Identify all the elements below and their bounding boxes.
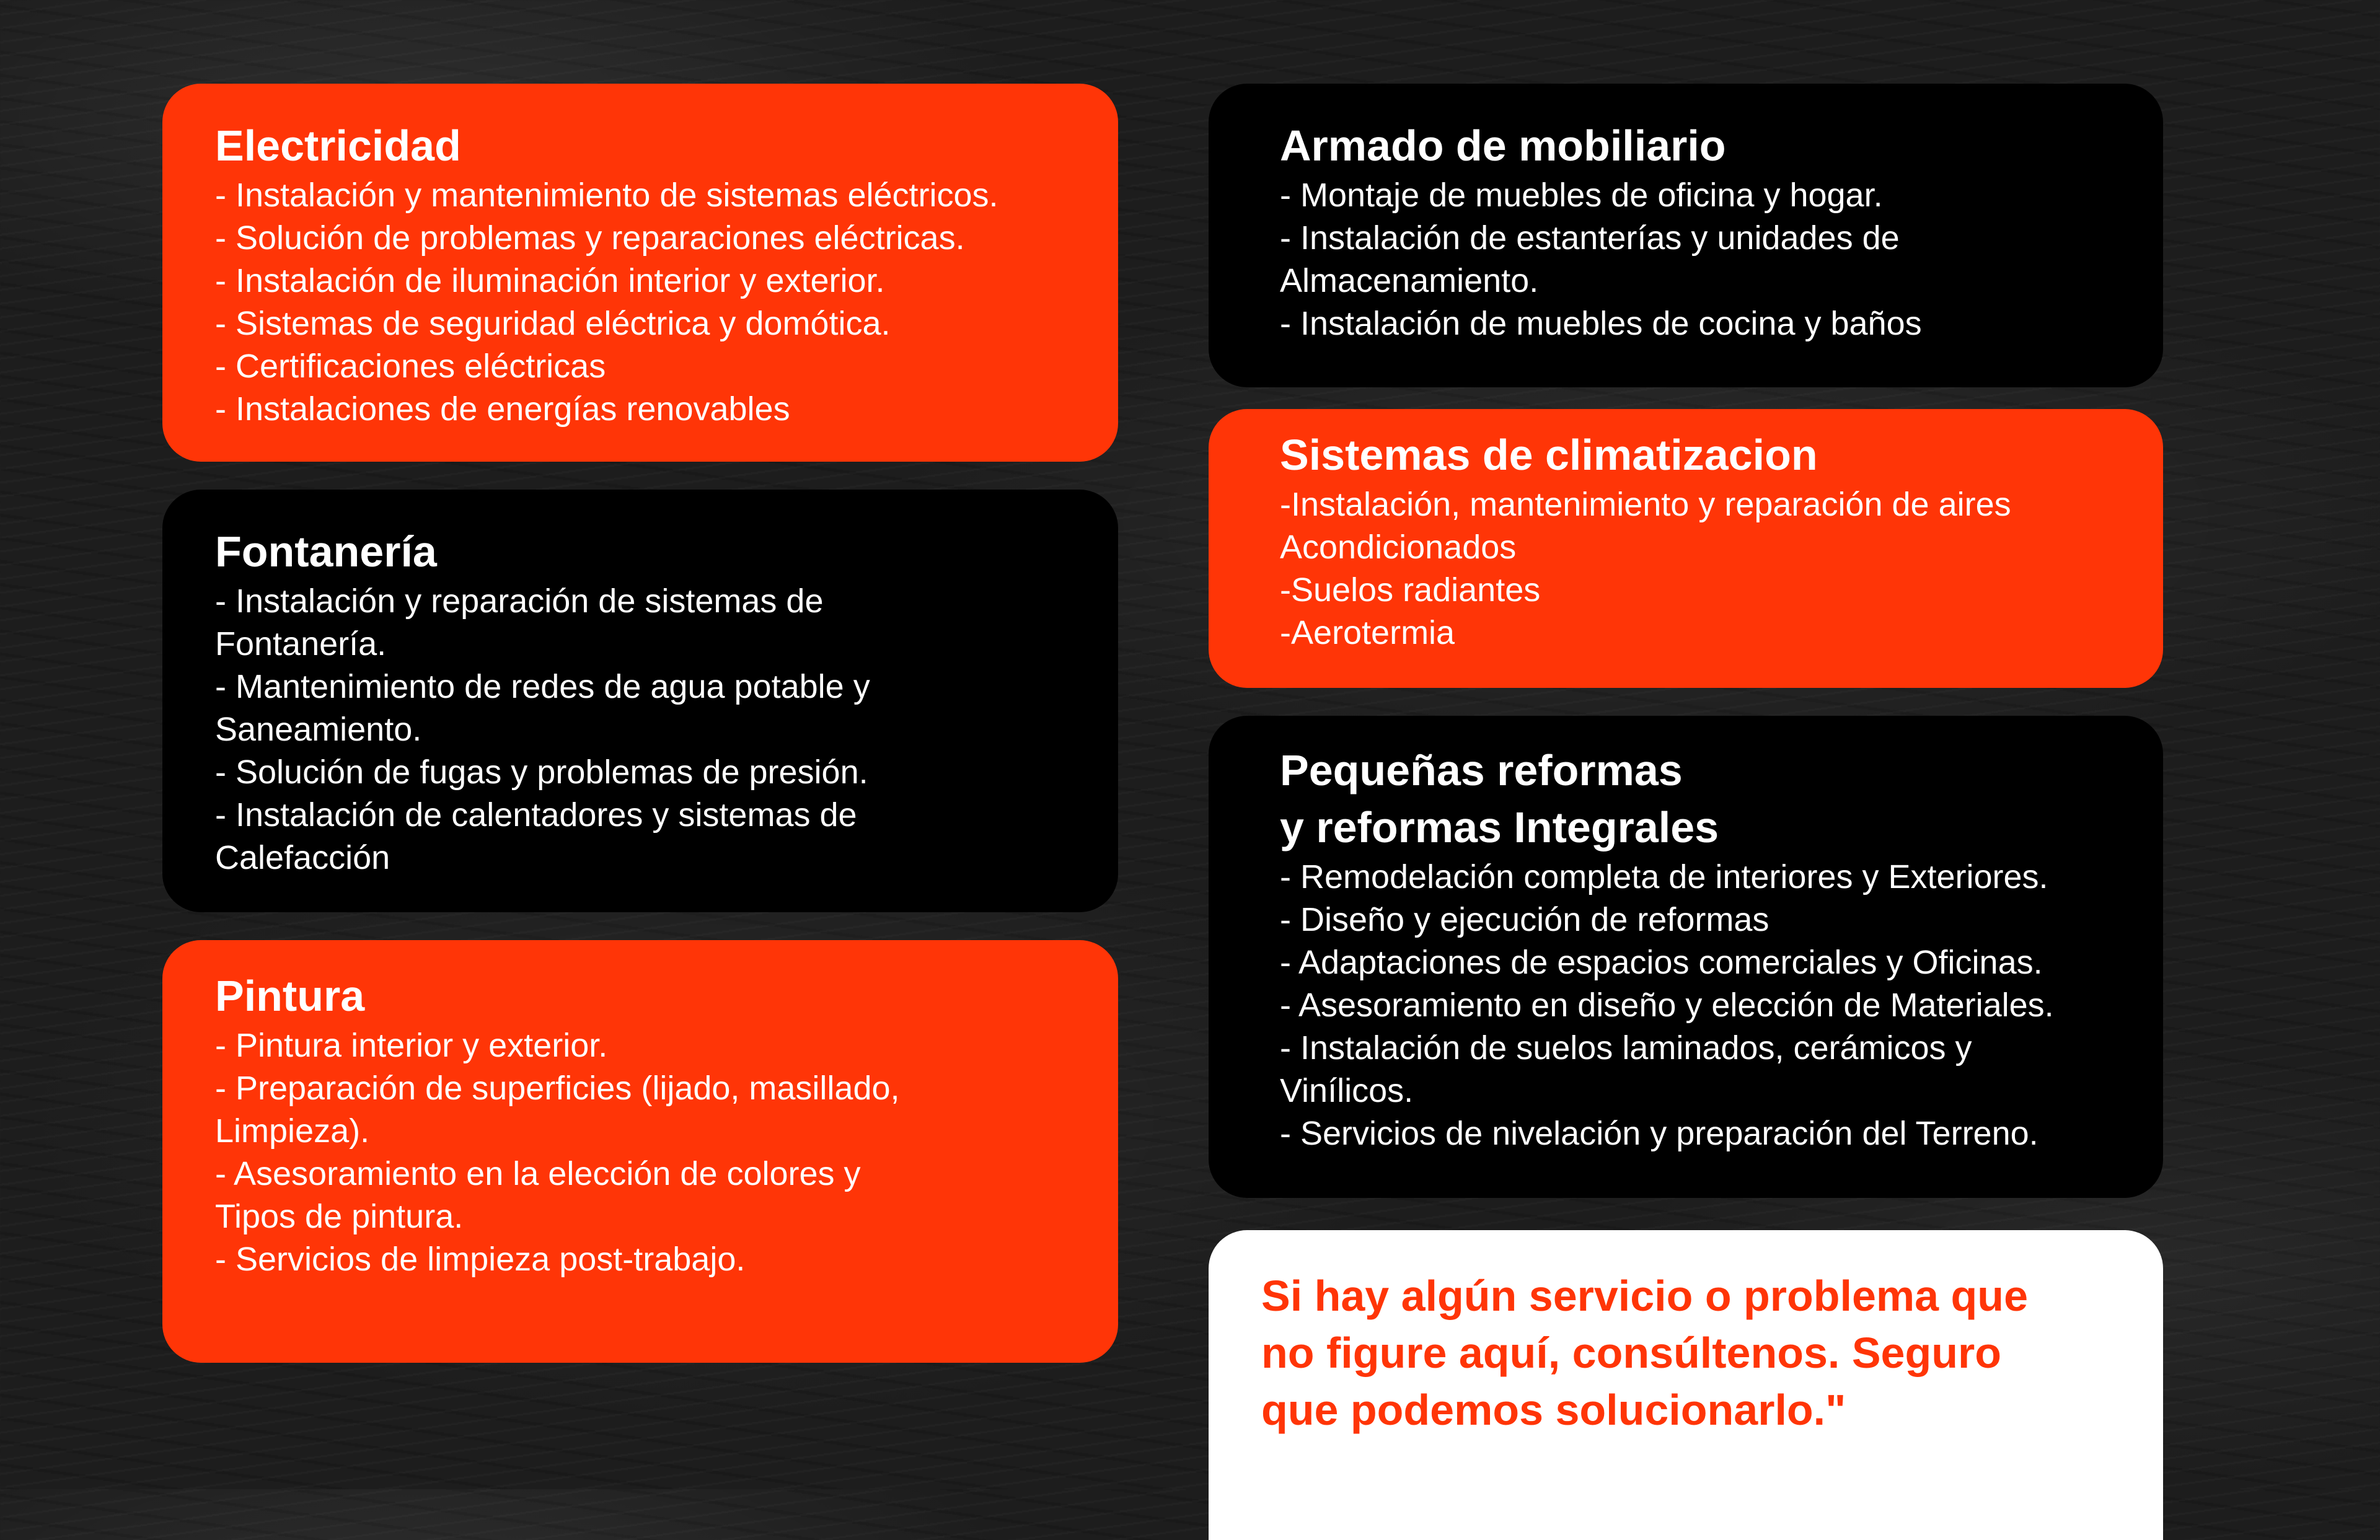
list-item: - Preparación de superficies (lijado, masillado, <box>215 1070 900 1107</box>
list-item: -Aerotermia <box>1280 614 1455 651</box>
list-item: - Instalación y mantenimiento de sistemas eléctricos. <box>215 177 998 214</box>
card-armado-mobiliario <box>1209 84 2163 387</box>
card-fontaneria <box>162 490 1118 912</box>
card-title: Electricidad <box>215 121 461 170</box>
list-item: - Instalación de suelos laminados, cerámicos y <box>1280 1029 1972 1067</box>
list-item: Fontanería. <box>215 625 387 662</box>
card-electricidad <box>162 84 1118 462</box>
card-pintura <box>162 940 1118 1363</box>
card-climatizacion <box>1209 409 2163 688</box>
list-item: - Pintura interior y exterior. <box>215 1027 608 1064</box>
list-item: - Solución de fugas y problemas de presión. <box>215 754 868 791</box>
list-item: - Remodelación completa de interiores y Exteriores. <box>1280 858 2048 895</box>
list-item: - Servicios de limpieza post-trabajo. <box>215 1241 746 1278</box>
contact-note-text: Si hay algún servicio o problema que no figure aquí, consúltenos. Seguro que podemos solucionarlo." <box>1261 1272 2028 1434</box>
list-item: - Instalaciones de energías renovables <box>215 390 790 428</box>
list-item: Vinílicos. <box>1280 1072 1414 1109</box>
card-title: Pequeñas reformas y reformas Integrales <box>1280 746 1719 851</box>
list-item: - Certificaciones eléctricas <box>215 348 606 385</box>
service-list <box>1280 174 2126 345</box>
list-item: Limpieza). <box>215 1112 370 1150</box>
list-item: -Instalación, mantenimiento y reparación de aires <box>1280 486 2011 523</box>
card-title: Armado de mobiliario <box>1280 121 1726 170</box>
card-title: Fontanería <box>215 527 437 576</box>
list-item: Acondicionados <box>1280 529 1517 566</box>
list-item: Calefacción <box>215 839 390 876</box>
service-list <box>215 174 1081 431</box>
list-item: - Instalación y reparación de sistemas de <box>215 583 824 620</box>
list-item: - Montaje de muebles de oficina y hogar. <box>1280 177 1883 214</box>
list-item: Tipos de pintura. <box>215 1198 464 1235</box>
list-item: - Instalación de iluminación interior y exterior. <box>215 262 885 299</box>
list-item: - Servicios de nivelación y preparación del Terreno. <box>1280 1115 2038 1152</box>
contact-note-card <box>1209 1230 2163 1540</box>
service-list <box>1280 856 2126 1155</box>
card-title: Pintura <box>215 972 365 1020</box>
list-item: Saneamiento. <box>215 711 422 748</box>
list-item: - Instalación de estanterías y unidades de <box>1280 219 1900 257</box>
list-item: - Asesoramiento en la elección de colores y <box>215 1155 861 1192</box>
list-item: - Sistemas de seguridad eléctrica y domótica. <box>215 305 891 342</box>
card-reformas <box>1209 716 2163 1198</box>
list-item: - Solución de problemas y reparaciones eléctricas. <box>215 219 965 257</box>
service-list <box>215 1024 1081 1281</box>
list-item: -Suelos radiantes <box>1280 571 1541 609</box>
list-item: - Asesoramiento en diseño y elección de Materiales. <box>1280 987 2054 1024</box>
list-item: - Instalación de muebles de cocina y baños <box>1280 305 1922 342</box>
list-item: - Mantenimiento de redes de agua potable y <box>215 668 870 705</box>
list-item: Almacenamiento. <box>1280 262 1539 299</box>
list-item: - Diseño y ejecución de reformas <box>1280 901 1770 938</box>
list-item: - Instalación de calentadores y sistemas de <box>215 796 857 834</box>
list-item: - Adaptaciones de espacios comerciales y Oficinas. <box>1280 944 2043 981</box>
card-title: Sistemas de climatizacion <box>1280 431 1818 479</box>
service-list <box>1280 483 2126 654</box>
service-list <box>215 580 1081 879</box>
